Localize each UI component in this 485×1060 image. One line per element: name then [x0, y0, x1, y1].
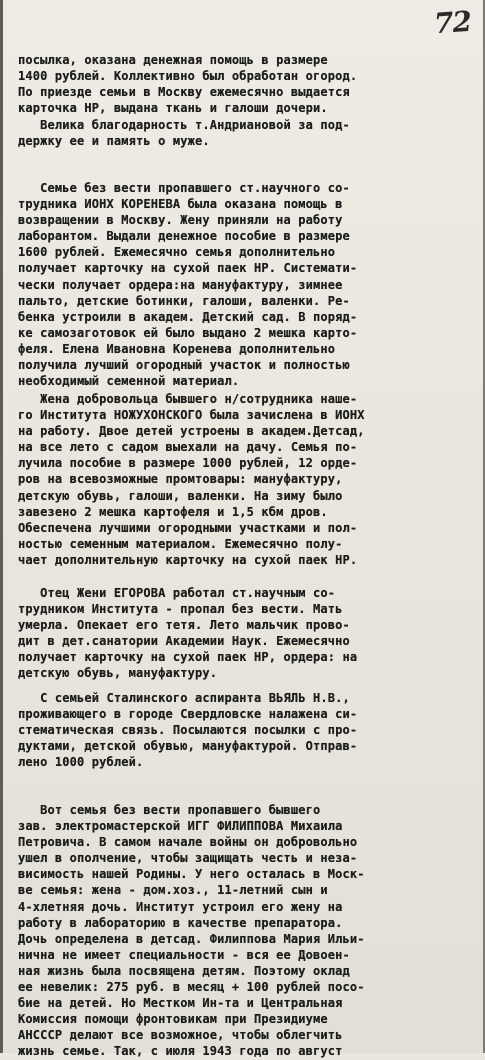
- text-line: ров на всевозможные промтовары: мануфактуру,: [18, 472, 343, 487]
- paragraph-egorov: [18, 585, 470, 682]
- text-line: По приезде семьи в Москву ежемесячно выдается: [18, 85, 350, 100]
- paragraph-filippov-family: [18, 802, 470, 1060]
- text-line: ная жизнь была посвящена детям. Поэтому оклад: [18, 963, 350, 978]
- text-line: АНСССР делают все возможное, чтобы облегчить: [18, 1028, 343, 1043]
- text-line: висимость нашей Родины. У него осталась в Моск-: [18, 867, 365, 882]
- text-line: необходимый семенной материал.: [18, 374, 240, 389]
- text-line: стематическая связь. Посылаются посылки с про-: [18, 723, 358, 738]
- text-line: Вот семья без вести пропавшего бывшего: [18, 803, 321, 817]
- text-line: Обеспечена лучшими огородными участками и пол-: [18, 520, 358, 535]
- text-line: детскую обувь, галоши, валенки. На зиму было: [18, 488, 343, 503]
- text-line: 1400 рублей. Коллективно был обработан огород.: [18, 69, 358, 84]
- text-line: держку ее и память о муже.: [18, 134, 210, 149]
- text-line: трудника ИОНХ КОРЕНЕВА была оказана помощь в: [18, 197, 343, 212]
- paragraph-volunteer-wife: [18, 391, 470, 568]
- text-line: С семьей Сталинского аспиранта ВЬЯЛЬ Н.В.,: [18, 691, 350, 705]
- text-line: Петровича. В самом начале войны он добровольно: [18, 835, 358, 850]
- text-line: Велика благодарность т.Андриановой за под-: [18, 118, 350, 132]
- text-line: получает карточку на сухой паек НР, ордера: на: [18, 650, 358, 665]
- text-line: зав. электромастерской ИГГ ФИЛИППОВА Михаила: [18, 819, 343, 834]
- text-line: 4-хлетняя дочь. Институт устроил его жену на: [18, 899, 343, 914]
- text-line: чески получает ордера:на мануфактуру, зимнее: [18, 277, 343, 292]
- text-line: нична не имеет специальности - вся ее Довоен-: [18, 947, 350, 962]
- text-line: ке самозаготовок ей было выдано 2 мешка карто-: [18, 325, 358, 340]
- text-line: умерла. Опекает его тетя. Лето мальчик прово-: [18, 618, 350, 633]
- paragraph-korenev-family: [18, 180, 470, 389]
- text-line: Жена добровольца бывшего н/сотрудника наше-: [18, 392, 358, 406]
- text-line: феля. Елена Ивановна Коренева дополнительно: [18, 341, 336, 356]
- text-line: Отец Жени ЕГОРОВА работал ст.научным со-: [18, 586, 336, 600]
- text-line: возвращении в Москву. Жену приняли на работу: [18, 213, 343, 228]
- text-line: карточка НР, выдана ткань и галоши дочери.: [18, 101, 328, 116]
- paragraph-gratitude: [18, 117, 470, 149]
- text-line: дит в дет.санатории Академии Наук. Ежемесячно: [18, 634, 350, 649]
- paragraph-stalin-aspirant: [18, 690, 470, 770]
- text-line: посылка, оказана денежная помощь в размере: [18, 53, 328, 67]
- page-number: 72: [432, 4, 473, 41]
- text-line: Дочь определена в детсад. Филиппова Мария Ильи-: [18, 931, 365, 946]
- text-line: Комиссия помощи фронтовикам при Президиуме: [18, 1012, 328, 1027]
- text-line: лено 1000 рублей.: [18, 755, 144, 770]
- text-line: ве семья: жена - дом.хоз., 11-летний сын и: [18, 883, 328, 898]
- text-line: чает дополнительную карточку на сухой паек НР.: [18, 552, 358, 567]
- text-line: завезено 2 мешка картофеля и 1,5 кбм дров.: [18, 504, 328, 519]
- text-line: на все лето с садом выехали на дачу. Семья по-: [18, 440, 358, 455]
- text-line: жизнь семье. Так, с июля 1943 года по август: [18, 1044, 343, 1059]
- text-line: проживающего в городе Свердловске налажена си-: [18, 707, 358, 722]
- text-line: Семье без вести пропавшего ст.научного со-: [18, 181, 350, 195]
- text-line: лучила пособие в размере 1000 рублей, 12 орде-: [18, 456, 358, 471]
- text-line: пальто, детские ботинки, галоши, валенки. Ре-: [18, 293, 350, 308]
- paragraph-parcel-assistance: [18, 52, 470, 116]
- text-line: дуктами, детской обувью, мануфактурой. Отправ-: [18, 739, 358, 754]
- text-line: лаборантом. Выдали денежное пособие в размере: [18, 229, 350, 244]
- text-line: бие на детей. Но Местком Ин-та и Центральная: [18, 996, 343, 1011]
- text-line: ее невелик: 275 руб. в месяц + 100 рублей посо-: [18, 980, 365, 995]
- text-line: ностью семенным материалом. Ежемесячно полу-: [18, 536, 343, 551]
- text-line: трудником Института - пропал без вести. Мать: [18, 602, 343, 617]
- text-line: на работу. Двое детей устроены в академ.Детсад,: [18, 424, 365, 439]
- text-line: 1600 рублей. Ежемесячно семья дополнительно: [18, 245, 336, 260]
- text-line: работу в лабораторию в качестве препаратора.: [18, 915, 343, 930]
- text-line: ушел в ополчение, чтобы защищать честь и неза-: [18, 851, 358, 866]
- text-line: бенка устроили в академ. Детский сад. В поряд-: [18, 309, 358, 324]
- scan-left-edge: [0, 0, 3, 1053]
- text-line: получила лучший огородный участок и полностью: [18, 358, 350, 373]
- text-line: детскую обувь, мануфактуру.: [18, 666, 218, 681]
- text-line: го Института НОЖУХОНСКОГО была зачислена в ИОНХ: [18, 408, 365, 423]
- text-line: получает карточку на сухой паек НР. Системати-: [18, 261, 358, 276]
